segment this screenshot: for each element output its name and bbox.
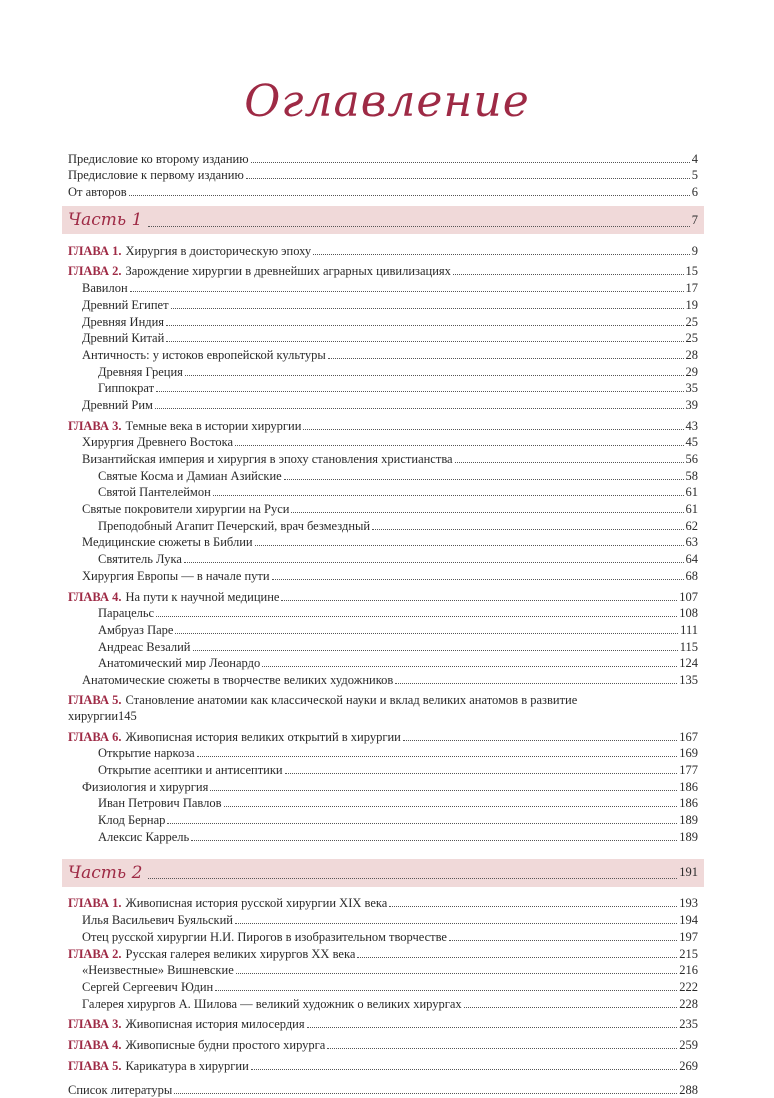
- toc-entry[interactable]: [68, 313, 698, 330]
- entry-title-text: Живописная история русской хирургии XIX века: [125, 896, 388, 911]
- dot-leader: [395, 683, 677, 684]
- toc-entry[interactable]: [68, 550, 698, 567]
- entry-title-text: Карикатура в хирургии: [125, 1058, 249, 1073]
- dot-leader: [166, 341, 683, 342]
- page-number: 9: [691, 243, 698, 258]
- entry-title: Физиология и хирургия: [82, 779, 209, 794]
- entry-title: хирургии: [68, 708, 119, 723]
- page-number: 25: [685, 314, 698, 329]
- page-number: 64: [685, 552, 698, 567]
- page-number: 124: [679, 656, 698, 671]
- dot-leader: [372, 529, 683, 530]
- dot-leader: [184, 562, 684, 563]
- entry-title: Открытие наркоза: [98, 746, 195, 761]
- chapter-label: ГЛАВА 3.: [68, 1017, 122, 1032]
- toc-entry[interactable]: [68, 567, 698, 584]
- entry-title-text: Русская галерея великих хирургов XX века: [125, 946, 356, 961]
- chapter-label: ГЛАВА 4.: [68, 1037, 122, 1052]
- entry-title: Вавилон: [82, 281, 128, 296]
- entry-title: Открытие асептики и антисептики: [98, 763, 283, 777]
- dot-leader: [224, 806, 678, 807]
- entry-title: Древний Китай: [82, 331, 165, 346]
- page-number: 186: [679, 779, 698, 794]
- dot-leader: [389, 906, 677, 907]
- entry-title: Предисловие к первому изданию: [68, 168, 244, 183]
- dot-leader: [167, 823, 677, 824]
- dot-leader: [303, 429, 683, 430]
- toc-chapter-entry[interactable]: [68, 895, 698, 912]
- page-number: 189: [679, 829, 698, 844]
- entry-title: Алексис Каррель: [98, 829, 190, 844]
- toc-chapter-entry[interactable]: [68, 1016, 698, 1033]
- dot-leader: [281, 600, 677, 601]
- entry-title: [68, 589, 279, 605]
- page-number: 222: [679, 979, 698, 994]
- page-number: 68: [685, 568, 698, 583]
- toc-entry[interactable]: [68, 978, 698, 995]
- entry-title: Отец русской хирургии Н.И. Пирогов в изобразительном творчестве: [82, 929, 447, 944]
- dot-leader: [307, 1027, 678, 1028]
- entry-title: Древняя Индия: [82, 314, 165, 329]
- entry-title: Святитель Лука: [98, 552, 182, 567]
- entry-title-text: Зарождение хирургии в древнейших аграрных цивилизациях: [125, 264, 451, 279]
- page-number: 191: [679, 865, 698, 880]
- chapter-label: ГЛАВА 3.: [68, 418, 122, 433]
- dot-leader: [156, 616, 677, 617]
- entry-title: Древний Рим: [82, 397, 153, 412]
- toc-entry[interactable]: [68, 745, 698, 762]
- entry-title: «Неизвестные» Вишневские: [82, 963, 234, 978]
- dot-leader: [235, 923, 677, 924]
- toc-entry[interactable]: [68, 605, 698, 622]
- page-number: 58: [685, 468, 698, 483]
- toc-entry[interactable]: [68, 795, 698, 812]
- entry-title: [68, 418, 301, 434]
- entry-title: [68, 1016, 305, 1032]
- dot-leader: [251, 162, 690, 163]
- page-number: 288: [679, 1083, 698, 1098]
- entry-title: Амбруаз Паре: [98, 622, 174, 637]
- toc-entry[interactable]: [68, 962, 698, 979]
- toc-entry[interactable]: [68, 396, 698, 413]
- entry-title: Святые Косма и Дамиан Азийские: [98, 468, 282, 483]
- page-number: 17: [685, 281, 698, 296]
- page-number: 4: [691, 151, 698, 166]
- page-number: 115: [679, 639, 698, 654]
- page-number: 35: [685, 381, 698, 396]
- part-label: Часть 2: [68, 862, 143, 883]
- page-number: 235: [679, 1017, 698, 1032]
- entry-title: Преподобный Агапит Печерский, врач безмездный: [98, 518, 371, 533]
- toc-entry[interactable]: [68, 167, 698, 184]
- page-number: 108: [679, 606, 698, 621]
- dot-leader: [284, 479, 684, 480]
- toc-entry-line: [68, 692, 698, 708]
- entry-title: Хирургия Европы — в начале пути: [82, 568, 270, 583]
- entry-title: Иван Петрович Павлов: [98, 796, 222, 811]
- entry-title: [68, 895, 387, 911]
- dot-leader: [246, 178, 690, 179]
- page-number: 135: [679, 672, 698, 687]
- entry-title: Парацельс: [98, 606, 155, 621]
- dot-leader: [130, 291, 684, 292]
- entry-title: [68, 263, 451, 279]
- dot-leader: [251, 1069, 677, 1070]
- entry-title-text: На пути к научной медицине: [125, 589, 280, 604]
- toc-entry[interactable]: [68, 467, 698, 484]
- toc-entry-line: [68, 708, 698, 724]
- page-number: 269: [679, 1058, 698, 1073]
- page-number: 259: [679, 1037, 698, 1052]
- page-number: 197: [679, 929, 698, 944]
- toc-entry[interactable]: [68, 517, 698, 534]
- entry-title: Святые покровители хирургии на Руси: [82, 502, 290, 517]
- dot-leader: [285, 773, 678, 774]
- page-number: 228: [679, 996, 698, 1011]
- entry-title: Анатомический мир Леонардо: [98, 656, 261, 671]
- toc-entry[interactable]: [68, 671, 698, 688]
- toc-chapter-entry[interactable]: [68, 242, 698, 259]
- page-number: 29: [685, 364, 698, 379]
- page-number: 186: [679, 796, 698, 811]
- part-1-band[interactable]: [62, 206, 704, 234]
- dot-leader: [191, 840, 677, 841]
- toc-entry[interactable]: [68, 279, 698, 296]
- toc-gap: [68, 1074, 698, 1082]
- dot-leader: [455, 462, 684, 463]
- page-number: 61: [685, 502, 698, 517]
- page-number: 19: [685, 297, 698, 312]
- toc-entry[interactable]: [68, 638, 698, 655]
- toc-entry[interactable]: [68, 995, 698, 1012]
- entry-title: Илья Васильевич Буяльский: [82, 913, 233, 928]
- dot-leader: [328, 358, 684, 359]
- toc-entry[interactable]: [68, 183, 698, 200]
- entry-title: Античность: у истоков европейской культуры: [82, 347, 326, 362]
- dot-leader: [148, 866, 677, 879]
- entry-title: Анатомические сюжеты в творчестве великих художников: [82, 672, 394, 687]
- page-number: 107: [679, 589, 698, 604]
- page-number: 216: [679, 963, 698, 978]
- toc-entry[interactable]: [68, 296, 698, 313]
- toc-chapter-entry[interactable]: [68, 1036, 698, 1053]
- toc-entry[interactable]: [68, 363, 698, 380]
- page-number: 39: [685, 397, 698, 412]
- chapter-label: ГЛАВА 1.: [68, 896, 122, 911]
- toc-entry[interactable]: [68, 484, 698, 501]
- entry-title: Хирургия Древнего Востока: [82, 435, 234, 450]
- entry-title: Становление анатомии как классической науки и вклад великих анатомов в развитие: [125, 692, 578, 707]
- entry-title: [68, 1037, 325, 1053]
- dot-leader: [171, 308, 684, 309]
- entry-title: Древний Египет: [82, 297, 169, 312]
- entry-title: Гиппократ: [98, 381, 155, 396]
- page-number: 61: [685, 485, 698, 500]
- toc-entry[interactable]: [68, 1082, 698, 1098]
- dot-leader: [262, 666, 677, 667]
- dot-leader: [403, 740, 677, 741]
- page-number: 215: [679, 946, 698, 961]
- dot-leader: [166, 325, 683, 326]
- entry-title: [68, 946, 355, 962]
- chapter-label: ГЛАВА 6.: [68, 729, 122, 744]
- toc-entry[interactable]: [68, 655, 698, 672]
- dot-leader: [129, 195, 690, 196]
- entry-title-text: Живописная история великих открытий в хирургии: [125, 729, 401, 744]
- toc-heading: Оглавление: [244, 76, 530, 127]
- toc-entry[interactable]: [68, 330, 698, 347]
- dot-leader: [327, 1048, 677, 1049]
- dot-leader: [272, 579, 684, 580]
- chapter-label: ГЛАВА 2.: [68, 946, 122, 961]
- page-number: 177: [679, 763, 698, 777]
- dot-leader: [464, 1007, 678, 1008]
- entry-title: Галерея хирургов А. Шилова — великий художник о великих хирургах: [82, 996, 462, 1011]
- dot-leader: [210, 790, 677, 791]
- dot-leader: [213, 495, 684, 496]
- page-number: 28: [685, 347, 698, 362]
- toc-entry[interactable]: [68, 828, 698, 845]
- toc-entry[interactable]: [68, 346, 698, 363]
- toc-entry[interactable]: [68, 534, 698, 551]
- entry-title: Медицинские сюжеты в Библии: [82, 535, 253, 550]
- page-number: 169: [679, 746, 698, 761]
- dot-leader: [236, 973, 678, 974]
- page-number: 62: [685, 518, 698, 533]
- dot-leader: [155, 408, 684, 409]
- page-number: 111: [680, 622, 698, 637]
- dot-leader: [175, 633, 678, 634]
- page-number: 145: [118, 708, 137, 723]
- toc-entry[interactable]: [68, 761, 698, 778]
- toc-entry[interactable]: [68, 621, 698, 638]
- entry-title: Андреас Везалий: [98, 639, 191, 654]
- toc-chapter-entry[interactable]: [68, 728, 698, 745]
- page-number: 63: [685, 535, 698, 550]
- page-number: 25: [685, 331, 698, 346]
- toc-chapter-entry[interactable]: [68, 263, 698, 280]
- dot-leader: [453, 274, 684, 275]
- entry-title-text: Живописные будни простого хирурга: [125, 1037, 326, 1052]
- entry-title: Святой Пантелеймон: [98, 485, 211, 500]
- toc-entry[interactable]: [68, 150, 698, 167]
- page-number: 56: [685, 452, 698, 466]
- page-number: 5: [691, 168, 698, 183]
- toc-chapter-entry[interactable]: [68, 692, 698, 724]
- dot-leader: [449, 940, 677, 941]
- toc-entry[interactable]: [68, 928, 698, 945]
- page-number: 189: [679, 813, 698, 828]
- toc-entry[interactable]: [68, 380, 698, 397]
- dot-leader: [313, 254, 690, 255]
- page-number: 15: [685, 264, 698, 279]
- toc-entry[interactable]: [68, 500, 698, 517]
- dot-leader: [174, 1093, 677, 1094]
- entry-title: Клод Бернар: [98, 813, 166, 828]
- toc-entry[interactable]: [68, 778, 698, 795]
- chapter-label: ГЛАВА 1.: [68, 243, 122, 258]
- dot-leader: [255, 545, 684, 546]
- entry-title-text: Живописная история милосердия: [125, 1017, 305, 1032]
- chapter-label: ГЛАВА 5.: [68, 692, 122, 707]
- part-2-band[interactable]: [62, 859, 704, 887]
- toc-entry[interactable]: [68, 434, 698, 451]
- toc-chapter-entry[interactable]: [68, 417, 698, 434]
- page-number: 43: [685, 418, 698, 433]
- page-number: 194: [679, 913, 698, 928]
- entry-title: [68, 243, 311, 259]
- dot-leader: [193, 650, 678, 651]
- toc-gap: [68, 845, 698, 853]
- dot-leader: [357, 957, 677, 958]
- entry-title: Византийская империя и хирургия в эпоху становления христианства: [82, 452, 453, 466]
- page-number: 167: [679, 729, 698, 744]
- toc-chapter-entry[interactable]: [68, 1057, 698, 1074]
- page-number: 7: [691, 212, 698, 227]
- entry-title: Список литературы: [68, 1083, 173, 1098]
- toc-chapter-entry[interactable]: [68, 588, 698, 605]
- dot-leader: [148, 214, 689, 227]
- page-number: 193: [679, 896, 698, 911]
- toc-entry[interactable]: [68, 450, 698, 467]
- entry-title: Сергей Сергеевич Юдин: [82, 979, 214, 994]
- dot-leader: [291, 512, 683, 513]
- dot-leader: [235, 445, 683, 446]
- dot-leader: [156, 391, 683, 392]
- toc-entry[interactable]: [68, 811, 698, 828]
- toc-chapter-entry[interactable]: [68, 945, 698, 962]
- dot-leader: [215, 990, 677, 991]
- page-number: 6: [691, 185, 698, 200]
- dot-leader: [197, 756, 678, 757]
- entry-title: Предисловие ко второму изданию: [68, 151, 249, 166]
- entry-title-text: Хирургия в доисторическую эпоху: [125, 243, 312, 258]
- page-number: 45: [685, 435, 698, 450]
- dot-leader: [185, 375, 684, 376]
- chapter-label: ГЛАВА 2.: [68, 264, 122, 279]
- toc-entry[interactable]: [68, 911, 698, 928]
- entry-title: [68, 729, 401, 745]
- entry-title: [68, 1058, 249, 1074]
- chapter-label: ГЛАВА 4.: [68, 589, 122, 604]
- entry-title: От авторов: [68, 185, 127, 200]
- chapter-label: ГЛАВА 5.: [68, 1058, 122, 1073]
- toc-list: [68, 150, 698, 1098]
- entry-title-text: Темные века в истории хирургии: [125, 418, 302, 433]
- entry-title: Древняя Греция: [98, 364, 183, 379]
- part-label: Часть 1: [68, 210, 143, 231]
